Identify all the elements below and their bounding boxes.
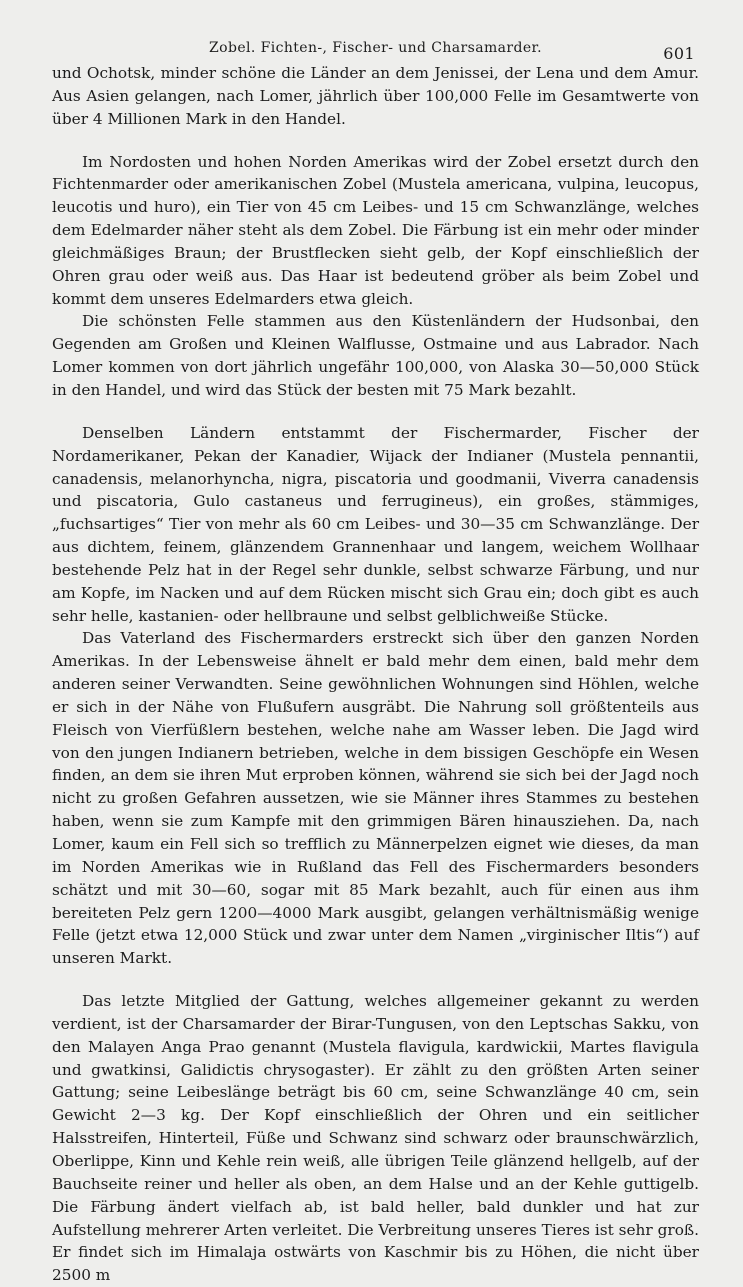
paragraph-fichtenmarder: Im Nordosten und hohen Norden Amerikas wird der Zobel ersetzt durch den Fichtenmarder oder amerikanischen Zobel (Mustela americana, vulpina, leucopus, leucotis und huro), ein Tier von 45 cm Leibes- und 15 cm Schwanzlänge, welches dem Edelmarder näher steht als dem Zobel. Die Färbung ist ein mehr oder minder gleichmäßiges Braun; der Brustflecken sieht gelb, der Kopf einschließlich der Ohren grau oder weiß aus. Das Haar ist bedeutend gröber als beim Zobel und kommt dem unseres Edelmarders etwa gleich. (52, 152, 699, 308)
paragraph-fischermarder-lebensweise: Das Vaterland des Fischermarders erstreckt sich über den ganzen Norden Amerikas. In der Lebensweise ähnelt er bald mehr dem einen, bald mehr dem anderen seiner Verwandten. Seine gewöhnlichen Wohnungen sind Höhlen, welche er sich in der Nähe von Flußufern ausgräbt. Die Nahrung soll größtenteils aus Fleisch von Vierfüßlern bestehen, welche nahe am Wasser leben. Die Jagd wird von den jungen Indianern betrieben, welche in dem bissigen Geschöpfe ein Wesen finden, an dem sie ihren Mut erproben können, während sie sich bei der Jagd noch nicht zu großen Gefahren aussetzen, wie sie Männer ihres Stammes zu bestehen haben, wenn sie zum Kampfe mit den grimmigen Bären hinausziehen. Da, nach Lomer, kaum ein Fell sich so trefflich zu Männerpelzen eignet wie dieses, da man im Norden Amerikas wie in Rußland das Fell des Fischermarders besonders schätzt und mit 30—60, sogar mit 85 Mark bezahlt, auch für einen aus ihm bereiteten Pelz gern 1200—4000 Mark ausgibt, gelangen verhältnismäßig wenige Felle (jetzt etwa 12,000 Stück und zwar unter dem Namen „virginischer Iltis“) auf unseren Markt. (52, 629, 699, 968)
paragraph-charsamarder: Das letzte Mitglied der Gattung, welches allgemeiner gekannt zu werden verdient, ist der Charsamarder der Birar-Tungusen, von den Leptschas Sakku, von den Malayen Anga Prao genannt (Mustela flavigula, kardwickii, Martes flavigula und gwatkinsi, Galidictis chrysogaster). Er zählt zu den größten Arten seiner Gattung; seine Leibeslänge beträgt bis 60 cm, seine Schwanzlänge 40 cm, sein Gewicht 2—3 kg. Der Kopf einschließlich der Ohren und ein seitlicher Halsstreifen, Hinterteil, Füße und Schwanz sind schwarz oder braunschwärzlich, Oberlippe, Kinn und Kehle rein weiß, alle übrigen Teile glänzend hellgelb, auf der Bauchseite reiner und heller als oben, an dem Halse und an der Kehle guttigelb. Die Färbung ändert vielfach ab, ist bald heller, bald dunkler und hat zur Aufstellung mehrerer Arten verleitet. Die Verbreitung unseres Tieres ist sehr groß. Er findet sich im Himalaja ostwärts von Kaschmir bis zu Höhen, die nicht über 2500 m (52, 992, 699, 1285)
paragraph-continued: und Ochotsk, minder schöne die Länder an dem Jenissei, der Lena und dem Amur. Aus Asien gelangen, nach Lomer, jährlich über 100,000 Felle im Gesamtwerte von über 4 Millionen Mark in den Handel. (52, 64, 699, 128)
paragraph-fischermarder: Denselben Ländern entstammt der Fischermarder, Fischer der Nordamerikaner, Pekan der Kanadier, Wijack der Indianer (Mustela pennantii, canadensis, melanorhyncha, nigra, piscatoria und goodmanii, Viverra canadensis und piscatoria, Gulo castaneus und ferrugineus), ein großes, stämmiges, „fuchsartiges“ Tier von mehr als 60 cm Leibes- und 30—35 cm Schwanzlänge. Der aus dichtem, feinem, glänzendem Grannenhaar und langem, weichem Wollhaar bestehende Pelz hat in der Regel sehr dunkle, selbst schwarze Färbung, und nur am Kopfe, im Nacken und auf dem Rücken mischt sich Grau ein; doch gibt es auch sehr helle, kastanien- oder hellbraune und selbst gelblichweiße Stücke. (52, 423, 699, 625)
running-title: Zobel. Fichten-, Fischer- und Charsamarder. (209, 40, 542, 56)
running-header (52, 34, 699, 62)
paragraph-fichtenmarder-felle: Die schönsten Felle stammen aus den Küstenländern der Hudsonbai, den Gegenden am Großen und Kleinen Walflusse, Ostmaine und aus Labrador. Nach Lomer kommen von dort jährlich ungefähr 100,000, von Alaska 30—50,000 Stück in den Handel, und wird das Stück der besten mit 75 Mark bezahlt. (52, 312, 699, 399)
page-number: 601 (663, 44, 695, 63)
